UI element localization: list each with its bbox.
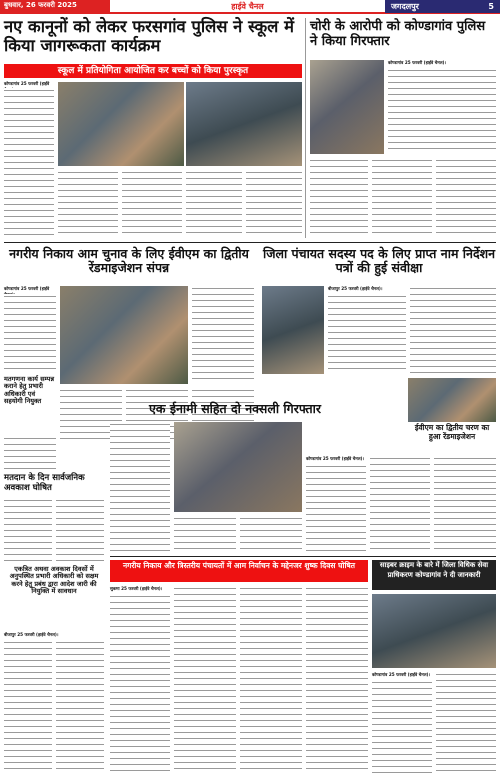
story2-photo-accused — [310, 60, 384, 154]
story10-headline: साइबर क्राइम के बारे में जिला विधिक सेवा प्राधिकरण कोण्डागांव ने दी जानकारी — [372, 560, 496, 590]
column-rule — [305, 18, 306, 238]
story6-body-col2 — [174, 516, 236, 552]
story1-body-col4 — [186, 170, 242, 238]
story4-body-col1 — [328, 294, 406, 374]
story9-body-col3 — [240, 586, 302, 774]
story2-dateline: कोण्डागांव 25 फरवरी (हाईवे चैनल)। — [388, 60, 447, 65]
story1-dateline: कोण्डागांव 25 फरवरी (हाईवे — [4, 81, 50, 86]
story1-headline: नए कानूनों को लेकर फरसगांव पुलिस ने स्कूल में किया जागरूकता कार्यक्रम — [4, 17, 294, 55]
story10-body-col1 — [372, 680, 432, 774]
story7-body-col1 — [306, 464, 366, 552]
section-rule-1 — [4, 242, 496, 243]
masthead-date: बुधवार, 26 फरवरी 2025 — [0, 0, 110, 13]
story6-body-col1 — [110, 422, 170, 552]
story2-body-col4 — [436, 158, 496, 238]
section-rule-2 — [110, 556, 496, 557]
story10-dateline: कोण्डागांव 25 फरवरी (हाईवे चैनल)। — [372, 672, 431, 677]
story7-dateline: कोण्डागांव 25 फरवरी (हाईवे चैनल)। — [306, 456, 365, 461]
story1-body-col5 — [246, 170, 302, 238]
story11-headline: एकत्रित अथवा अवकाश दिवसों में अनुपस्थित प्रभारी अधिकारी को सक्षम करने हेतु प्रबंध द्वारा आदेश जारी की नियुक्ति में सावधान — [9, 565, 99, 596]
story2-body-col1 — [388, 68, 496, 154]
story4-dateline: बीजापुर 25 फरवरी (हाईवे चैनल)। — [328, 286, 383, 291]
story1-body-col3 — [122, 170, 182, 238]
story4-headline: जिला पंचायत सदस्य पद के लिए प्राप्त नाम निर्देशन पत्रों की हुई संवीक्षा — [262, 246, 496, 276]
story10-body-col2 — [436, 672, 496, 774]
story6-headline: एक ईनामी सहित दो नक्सली गिरफ्तार — [148, 401, 322, 416]
story6-photo-naxals — [174, 422, 302, 512]
story3-body-col1 — [4, 294, 56, 374]
story6-body-col3 — [240, 516, 302, 552]
story1-subhead: स्कूल में प्रतियोगिता आयोजित कर बच्चों को किया पुरस्कृत — [4, 64, 302, 78]
story5-body — [4, 436, 56, 470]
story1-body-col2 — [58, 170, 118, 238]
masthead-title: हाईवे चैनल — [231, 1, 264, 11]
story4-body-col2 — [410, 286, 496, 374]
story7-body-col3 — [434, 456, 496, 552]
story11-body-col1 — [4, 640, 52, 774]
masthead — [0, 0, 500, 14]
story8-headline: मतदान के दिन सार्वजनिक अवकाश घोषित — [4, 473, 85, 493]
story8-body-col2 — [56, 498, 104, 562]
story7-photo-evm-room — [408, 378, 496, 422]
story9-body-col2 — [174, 586, 236, 774]
story3-dateline: कोण्डागांव 25 फरवरी (हाईवे — [4, 286, 50, 291]
story3-photo-evm — [60, 286, 188, 384]
story8-body-col1 — [4, 498, 52, 562]
page-number: 5 — [488, 1, 494, 11]
story9-body-col1 — [110, 594, 170, 774]
story9-headline: नगरीय निकाय और त्रिस्तरीय पंचायतों में आम निर्वाचन के मद्देनजर शुष्क दिवस घोषित — [110, 560, 368, 582]
story7-body-col2 — [370, 456, 430, 552]
story5-headline: मतगणना कार्य सम्पन्न कराने हेतु प्रभारी अधिकारी एवं सहयोगी नियुक्त — [4, 375, 55, 406]
story1-photo-students — [58, 82, 184, 166]
story3-body-col2 — [192, 286, 254, 384]
story4-photo-scrutiny — [262, 286, 324, 374]
story10-photo-meeting — [372, 594, 496, 668]
story2-body-col2 — [310, 158, 368, 238]
story11-body-col2 — [56, 640, 104, 774]
story9-body-col4 — [306, 586, 368, 774]
story11-dateline: बीजापुर 25 फरवरी (हाईवे चैनल)। — [4, 632, 59, 637]
story3-headline: नगरीय निकाय आम चुनाव के लिए ईवीएम का द्वितीय रेंडमाइजेशन संपन्न — [9, 246, 249, 276]
masthead-city-page — [385, 0, 500, 13]
story9-dateline: सुकमा 25 फरवरी (हाईवे चैनल)। — [110, 586, 163, 591]
story1-body-col1 — [4, 88, 54, 238]
story1-photo-event — [186, 82, 302, 166]
masthead-city: जगदलपुर — [391, 1, 419, 11]
story2-headline: चोरी के आरोपी को कोण्डागांव पुलिस ने किया गिरफ्तार — [310, 19, 486, 49]
story2-body-col3 — [372, 158, 432, 238]
story7-headline: ईवीएम का द्वितीय चरण का हुआ रेंडमाइजेशन — [414, 423, 490, 441]
